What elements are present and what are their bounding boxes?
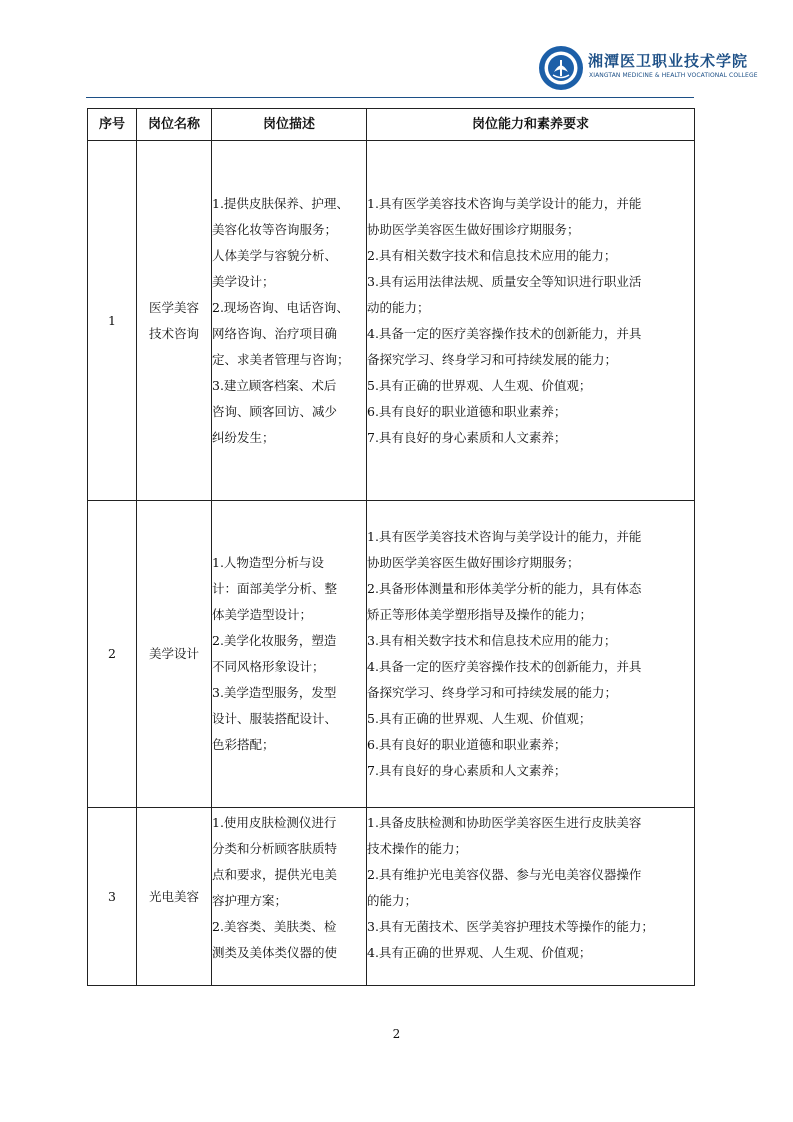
position-requirements-line: 4.具备一定的医疗美容操作技术的创新能力，并具 (367, 659, 642, 674)
position-requirements-line: 备探究学习、终身学习和可持续发展的能力； (367, 685, 618, 700)
job-requirements-table (87, 108, 695, 986)
position-requirements-line: 3.具有运用法律法规、质量安全等知识进行职业活 (367, 273, 642, 289)
position-description-line: 美学设计； (212, 273, 275, 289)
position-requirements-line: 3.具有无菌技术、医学美容护理技术等操作的能力； (367, 919, 654, 934)
header-cell-requirements: 岗位能力和素养要求 (367, 109, 695, 141)
row-number: 1 (88, 141, 137, 501)
header-cell-position: 岗位名称 (137, 109, 212, 141)
position-requirements-line: 6.具有良好的职业道德和职业素养； (367, 737, 567, 752)
position-description-line: 容护理方案； (212, 893, 288, 908)
position-requirements-line: 的能力； (367, 893, 418, 908)
position-requirements-line: 1.具有医学美容技术咨询与美学设计的能力，并能 (367, 195, 642, 211)
position-description-line: 计：面部美学分析、整 (212, 581, 338, 596)
header-cell-number: 序号 (88, 109, 137, 141)
position-description-line: 美容化妆等咨询服务； (212, 221, 338, 237)
position-description (212, 501, 367, 808)
table-row (88, 141, 695, 501)
position-requirements-line: 4.具备一定的医疗美容操作技术的创新能力，并具 (367, 325, 642, 341)
position-description-line: 不同风格形象设计； (212, 659, 325, 674)
position-requirements-line: 动的能力； (367, 299, 430, 315)
position-description-line: 2.美容类、美肤类、检 (212, 919, 337, 934)
table-row (88, 501, 695, 808)
position-requirements-line: 1.具备皮肤检测和协助医学美容医生进行皮肤美容 (367, 815, 642, 830)
page-header (0, 0, 793, 100)
position-name (137, 141, 212, 501)
position-requirements-line: 2.具有维护光电美容仪器、参与光电美容仪器操作 (367, 867, 642, 882)
row-number: 3 (88, 808, 137, 986)
position-requirements-line: 6.具有良好的职业道德和职业素养； (367, 403, 567, 419)
college-logo-icon (538, 45, 584, 91)
position-name-line: 医学美容 (148, 299, 199, 315)
position-requirements-line: 3.具有相关数字技术和信息技术应用的能力； (367, 633, 617, 648)
position-name (137, 501, 212, 808)
position-requirements-line: 矫正等形体美学塑形指导及操作的能力； (367, 607, 593, 622)
position-requirements-line: 2.具有相关数字技术和信息技术应用的能力； (367, 247, 617, 263)
position-description-line: 体美学造型设计； (212, 607, 313, 622)
position-requirements-line: 7.具有良好的身心素质和人文素养； (367, 429, 567, 445)
position-description-line: 网络咨询、治疗项目确 (212, 325, 338, 341)
position-description-line: 设计、服装搭配设计、 (212, 711, 338, 726)
table-row (88, 808, 695, 986)
position-name-line: 美学设计 (148, 646, 199, 661)
header-cell-description: 岗位描述 (212, 109, 367, 141)
position-description-line: 3.美学造型服务，发型 (212, 685, 337, 700)
position-requirements-line: 1.具有医学美容技术咨询与美学设计的能力，并能 (367, 529, 642, 544)
position-description-line: 人体美学与容貌分析、 (212, 247, 338, 263)
position-requirements-line: 7.具有良好的身心素质和人文素养； (367, 763, 567, 778)
position-description-line: 色彩搭配； (212, 737, 275, 752)
position-description-line: 1.提供皮肤保养、护理、 (212, 195, 349, 211)
position-requirements-line: 5.具有正确的世界观、人生观、价值观； (367, 377, 592, 393)
position-description-line: 分类和分析顾客肤质特 (212, 841, 338, 856)
position-description-line: 1.使用皮肤检测仪进行 (212, 815, 337, 830)
position-description-line: 2.现场咨询、电话咨询、 (212, 299, 349, 315)
position-description-line: 2.美学化妆服务，塑造 (212, 633, 337, 648)
position-description-line: 纠纷发生； (212, 429, 275, 445)
position-requirements (367, 501, 695, 808)
position-description-line: 点和要求，提供光电美 (212, 867, 338, 882)
page-number: 2 (392, 1027, 401, 1041)
position-requirements-line: 备探究学习、终身学习和可持续发展的能力； (367, 351, 618, 367)
position-requirements-line: 技术操作的能力； (367, 841, 468, 856)
position-description (212, 808, 367, 986)
row-number: 2 (88, 501, 137, 808)
position-description-line: 测类及美体类仪器的使 (212, 945, 338, 960)
position-description-line: 3.建立顾客档案、术后 (212, 377, 337, 393)
position-description-line: 咨询、顾客回访、减少 (212, 403, 338, 419)
position-name-line: 光电美容 (148, 888, 199, 904)
college-name-cn: 湘潭医卫职业技术学院 (588, 52, 749, 70)
position-requirements (367, 808, 695, 986)
position-requirements-line: 5.具有正确的世界观、人生观、价值观； (367, 711, 592, 726)
position-description (212, 141, 367, 501)
position-description-line: 定、求美者管理与咨询； (212, 351, 350, 367)
position-requirements (367, 141, 695, 501)
position-name-line: 技术咨询 (148, 325, 199, 341)
position-name (137, 808, 212, 986)
position-requirements-line: 2.具备形体测量和形体美学分析的能力，具有体态 (367, 581, 642, 596)
position-requirements-line: 协助医学美容医生做好围诊疗期服务； (367, 221, 580, 237)
college-name-en: XIANGTAN MEDICINE & HEALTH VOCATIONAL COLLEGE (589, 72, 758, 79)
position-requirements-line: 协助医学美容医生做好围诊疗期服务； (367, 555, 580, 570)
table-header-row (88, 109, 695, 141)
position-description-line: 1.人物造型分析与设 (212, 555, 324, 570)
position-requirements-line: 4.具有正确的世界观、人生观、价值观； (367, 945, 592, 960)
header-divider (86, 97, 694, 98)
